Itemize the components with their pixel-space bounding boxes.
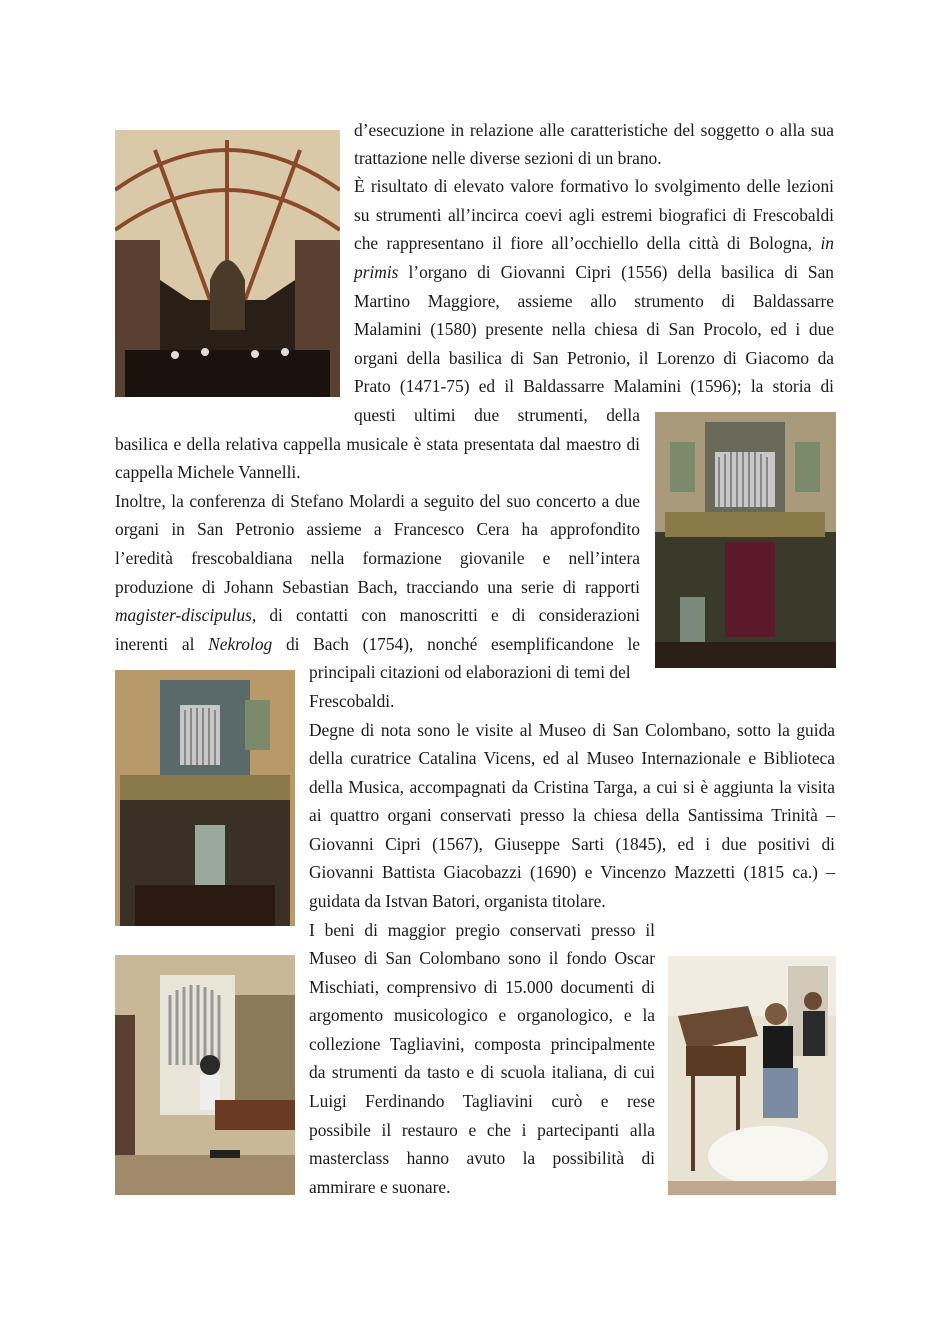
text-line: Museo di San Colombano sono il fondo Oscar: [309, 948, 655, 968]
text-line: principali citazioni od elaborazioni di temi del: [309, 662, 631, 682]
text-line: d’esecuzione in relazione alle caratteristiche del soggetto o alla sua: [354, 120, 834, 140]
text-line: Luigi Ferdinando Tagliavini curò e rese: [309, 1091, 655, 1111]
text-line: Malamini (1580) presente nella chiesa di San Procolo, ed i due: [354, 319, 834, 339]
trinita-organ-photo: [115, 670, 295, 926]
text-line: Degne di nota sono le visite al Museo di San Colombano, sotto la guida: [309, 720, 835, 740]
text-line: Mischiati, comprensivo di 15.000 documenti di: [309, 977, 655, 997]
text-line: ai quattro organi conservati presso la chiesa della Santissima Trinità –: [309, 805, 835, 825]
text-line: da strumenti da tasto e di scuola italiana, di cui: [309, 1062, 655, 1082]
text-line: Inoltre, la conferenza di Stefano Molardi a seguito del suo concerto a due: [115, 491, 640, 511]
text-line: inerenti al Nekrolog di Bach (1754), nonché esemplificandone le: [115, 634, 640, 654]
museum-organ-player-photo: [115, 955, 295, 1195]
text-line: questi ultimi due strumenti, della: [354, 405, 640, 425]
harpsichord-player-photo: [668, 956, 836, 1195]
text-line: primis l’organo di Giovanni Cipri (1556) della basilica di San: [354, 262, 834, 282]
text-line: della curatrice Catalina Vicens, ed al Museo Internazionale e Biblioteca: [309, 748, 835, 768]
text-line: possibile il restauro e che i partecipanti alla: [309, 1120, 655, 1140]
text-line: Prato (1471-75) ed il Baldassarre Malamini (1596); la storia di: [354, 376, 834, 396]
text-line: produzione di Johann Sebastian Bach, tracciando una serie di rapporti: [115, 577, 640, 597]
text-line: I beni di maggior pregio conservati presso il: [309, 920, 655, 940]
text-line: masterclass hanno avuto la possibilità di: [309, 1148, 655, 1168]
text-line: ammirare e suonare.: [309, 1177, 451, 1197]
text-line: organi della basilica di San Petronio, il Lorenzo di Giacomo da: [354, 348, 834, 368]
text-line: Giovanni Cipri (1567), Giuseppe Sarti (1845), ed i due positivi di: [309, 834, 835, 854]
text-line: Frescobaldi.: [309, 691, 395, 711]
san-petronio-organ-photo: [655, 412, 836, 668]
text-line: È risultato di elevato valore formativo lo svolgimento delle lezioni: [354, 176, 834, 196]
text-line: basilica e della relativa cappella musicale è stata presentata dal maestro di: [115, 434, 640, 454]
text-line: argomento musicologico e organologico, e la: [309, 1005, 655, 1025]
text-line: Martino Maggiore, assieme allo strumento di Baldassarre: [354, 291, 834, 311]
text-line: su strumenti all’incirca coevi agli estremi biografici di Frescobaldi: [354, 205, 834, 225]
text-line: cappella Michele Vannelli.: [115, 462, 301, 482]
text-line: trattazione nelle diverse sezioni di un brano.: [354, 148, 662, 168]
text-line: l’eredità frescobaldiana nella formazione giovanile e nell’intera: [115, 548, 640, 568]
basilica-interior-photo: [115, 130, 340, 397]
text-line: magister-discipulus, di contatti con manoscritti e di considerazioni: [115, 605, 640, 625]
text-line: collezione Tagliavini, composta principalmente: [309, 1034, 655, 1054]
text-line: che rappresentano il fiore all’occhiello della città di Bologna, in: [354, 233, 834, 253]
text-line: guidata da Istvan Batori, organista titolare.: [309, 891, 606, 911]
text-line: della Musica, accompagnati da Cristina Targa, a cui si è aggiunta la visita: [309, 777, 835, 797]
text-line: organi in San Petronio assieme a Francesco Cera ha approfondito: [115, 519, 640, 539]
text-line: Giovanni Battista Giacobazzi (1690) e Vincenzo Mazzetti (1815 ca.) –: [309, 862, 835, 882]
